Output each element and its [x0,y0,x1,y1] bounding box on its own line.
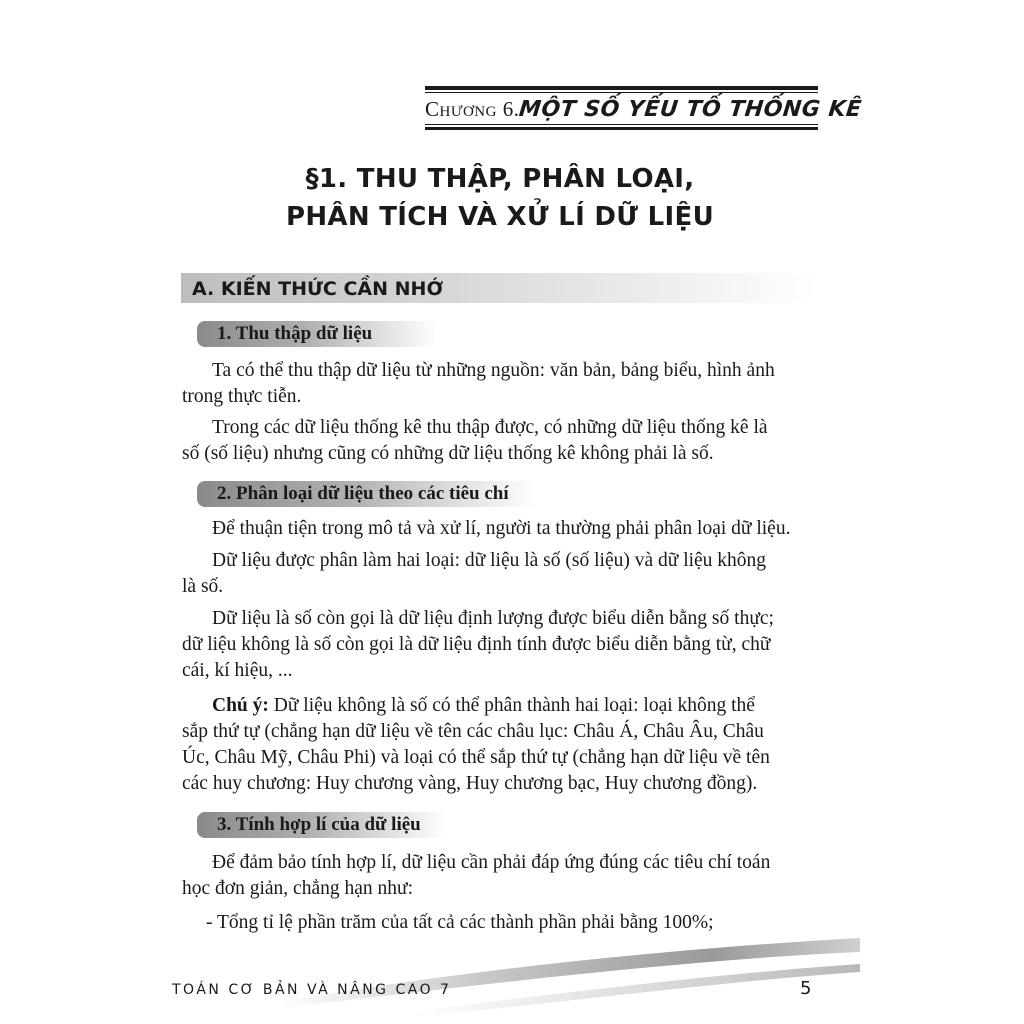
text-line: các huy chương: Huy chương vàng, Huy chương bạc, Huy chương đồng). [182,773,758,794]
subheading-3 [197,812,447,838]
paragraph-line [182,358,814,384]
chapter-rule-bottom-thin [425,124,818,125]
text-line: Để thuận tiện trong mô tả và xử lí, người ta thường phải phân loại dữ liệu. [212,518,791,539]
chapter-rule-top [425,86,818,90]
paragraph-line [182,415,814,441]
subheading-1-text: 1. Thu thập dữ liệu [217,323,373,344]
paragraph-line [182,719,814,745]
subheading-2-text: 2. Phân loại dữ liệu theo các tiêu chí [217,483,509,504]
paragraph-line [182,658,814,684]
paragraph-line [182,693,814,719]
text-line: số (số liệu) nhưng cũng có những dữ liệu thống kê không phải là số. [182,443,714,464]
subheading-3-text: 3. Tính hợp lí của dữ liệu [217,814,421,835]
paragraph-line [182,771,814,797]
paragraph-2-3 [182,606,814,684]
page-number: 5 [800,978,812,999]
text-line: Trong các dữ liệu thống kê thu thập được, có những dữ liệu thống kê là [212,417,768,438]
footer-swoosh-decoration [160,930,860,1020]
paragraph-1-2 [182,415,814,467]
paragraph-1-1 [182,358,814,410]
paragraph-line [182,606,814,632]
note-paragraph [182,693,814,797]
chapter-title: MỘT SỐ YẾU TỐ THỐNG KÊ [518,96,864,122]
paragraph-line [182,850,814,876]
section-title [260,160,740,236]
section-title-line-2: PHÂN TÍCH VÀ XỬ LÍ DỮ LIỆU [286,202,714,232]
text-line: Ta có thể thu thập dữ liệu từ những nguồn: văn bản, bảng biểu, hình ảnh [212,360,775,381]
paragraph-line [182,516,814,542]
text-line: cái, kí hiệu, ... [182,660,293,681]
chapter-rule-top-thin [425,92,818,93]
paragraph-line [182,441,814,467]
paragraph-line [182,548,814,574]
subheading-2 [197,481,537,507]
paragraph-2-2 [182,548,814,600]
text-line: học đơn giản, chẳng hạn như: [182,878,413,899]
text-line: Dữ liệu không là số có thể phân thành hai loại: loại không thể [268,695,755,716]
paragraph-line [182,876,814,902]
chapter-rule-bottom [425,127,818,130]
text-line: Dữ liệu được phân làm hai loại: dữ liệu là số (số liệu) và dữ liệu không [212,550,767,571]
paragraph-line [182,632,814,658]
text-line: Để đảm bảo tính hợp lí, dữ liệu cần phải đáp ứng đúng các tiêu chí toán [212,852,771,873]
text-line: là số. [182,576,224,597]
note-label: Chú ý: [212,695,269,716]
paragraph-2-1 [182,516,814,542]
text-line: trong thực tiễn. [182,386,302,407]
paragraph-3-1 [182,850,814,902]
section-title-line-1: §1. THU THẬP, PHÂN LOẠI, [305,164,695,194]
paragraph-line [182,745,814,771]
text-line: - Tổng tỉ lệ phần trăm của tất cả các thành phần phải bằng 100%; [206,912,714,933]
paragraph-line [182,574,814,600]
subheading-1 [197,321,437,347]
text-line: sắp thứ tự (chẳng hạn dữ liệu về tên các châu lục: Châu Á, Châu Âu, Châu [182,721,764,742]
paragraph-line [182,384,814,410]
text-line: dữ liệu không là số còn gọi là dữ liệu định tính được biểu diễn bằng từ, chữ [182,634,771,655]
chapter-header [425,94,864,124]
text-line: Dữ liệu là số còn gọi là dữ liệu định lượng được biểu diễn bằng số thực; [212,608,774,629]
part-a-title: A. KIẾN THỨC CẦN NHỚ [192,278,444,300]
text-line: Úc, Châu Mỹ, Châu Phi) và loại có thể sắp thứ tự (chẳng hạn dữ liệu về tên [182,747,770,768]
footer-book-title: TOÁN CƠ BẢN VÀ NÂNG CAO 7 [172,982,452,998]
chapter-label: Chương 6. [425,96,520,121]
